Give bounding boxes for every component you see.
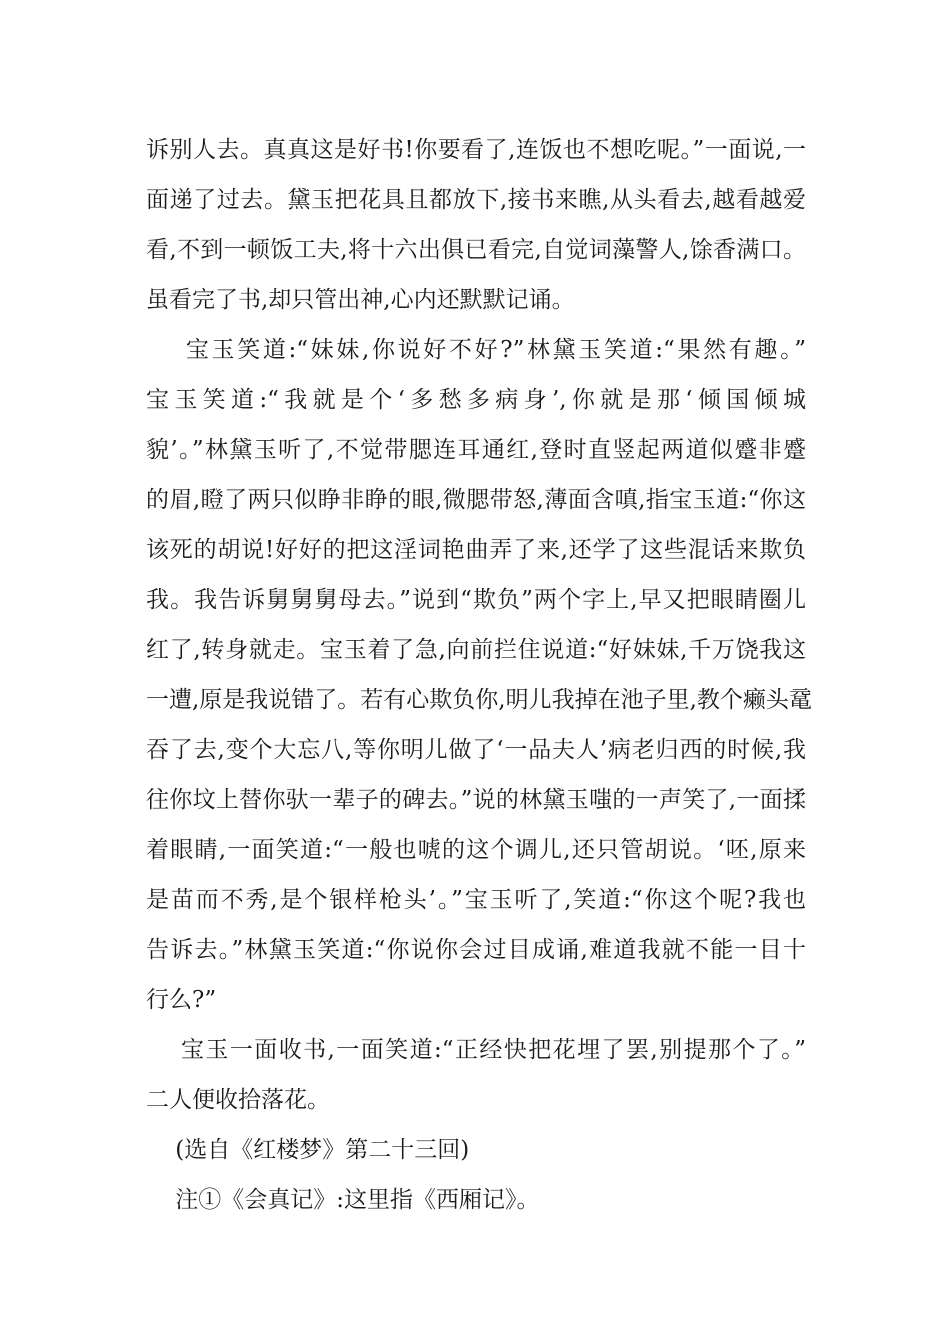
text-line: 面递了过去。黛玉把花具且都放下,接书来瞧,从头看去,越看越爱 xyxy=(146,187,806,213)
body-text xyxy=(146,125,812,1225)
source-citation: (选自《红楼梦》第二十三回) xyxy=(146,1137,470,1163)
text-line: 该死的胡说!好好的把这淫词艳曲弄了来,还学了这些混话来欺负 xyxy=(146,537,806,563)
text-line: 宝玉一面收书,一面笑道:“正经快把花埋了罢,别提那个了。” xyxy=(146,1037,806,1063)
text-line: 行么?” xyxy=(146,987,217,1013)
text-line: 的眉,瞪了两只似睁非睁的眼,微腮带怒,薄面含嗔,指宝玉道:“你这 xyxy=(146,487,806,513)
text-line: 是苗而不秀,是个银样枪头’。”宝玉听了,笑道:“你这个呢?我也 xyxy=(146,887,806,913)
footnote: 注①《会真记》:这里指《西厢记》。 xyxy=(146,1187,540,1213)
text-line: 诉别人去。真真这是好书!你要看了,连饭也不想吃呢。”一面说,一 xyxy=(146,137,806,163)
text-line: 往你坟上替你驮一辈子的碑去。”说的林黛玉嗤的一声笑了,一面揉 xyxy=(146,787,806,813)
text-line: 二人便收拾落花。 xyxy=(146,1087,330,1113)
text-line: 貌’。”林黛玉听了,不觉带腮连耳通红,登时直竖起两道似蹙非蹙 xyxy=(146,437,806,463)
text-line: 红了,转身就走。宝玉着了急,向前拦住说道:“好妹妹,千万饶我这 xyxy=(146,637,806,663)
text-line: 宝玉笑道:“我就是个‘多愁多病身’,你就是那‘倾国倾城 xyxy=(146,387,806,413)
text-line: 着眼睛,一面笑道:“一般也唬的这个调儿,还只管胡说。‘呸,原来 xyxy=(146,837,806,863)
text-line: 看,不到一顿饭工夫,将十六出俱已看完,自觉词藻警人,馀香满口。 xyxy=(146,237,806,263)
text-line: 我。我告诉舅舅舅母去。”说到“欺负”两个字上,早又把眼睛圈儿 xyxy=(146,587,806,613)
text-line: 吞了去,变个大忘八,等你明儿做了‘一品夫人’病老归西的时候,我 xyxy=(146,737,806,763)
text-line: 一遭,原是我说错了。若有心欺负你,明儿我掉在池子里,教个癞头鼋 xyxy=(146,687,812,713)
text-line: 虽看完了书,却只管出神,心内还默默记诵。 xyxy=(146,287,575,313)
text-line: 宝玉笑道:“妹妹,你说好不好?”林黛玉笑道:“果然有趣。” xyxy=(146,337,806,363)
text-line: 告诉去。”林黛玉笑道:“你说你会过目成诵,难道我就不能一目十 xyxy=(146,937,806,963)
